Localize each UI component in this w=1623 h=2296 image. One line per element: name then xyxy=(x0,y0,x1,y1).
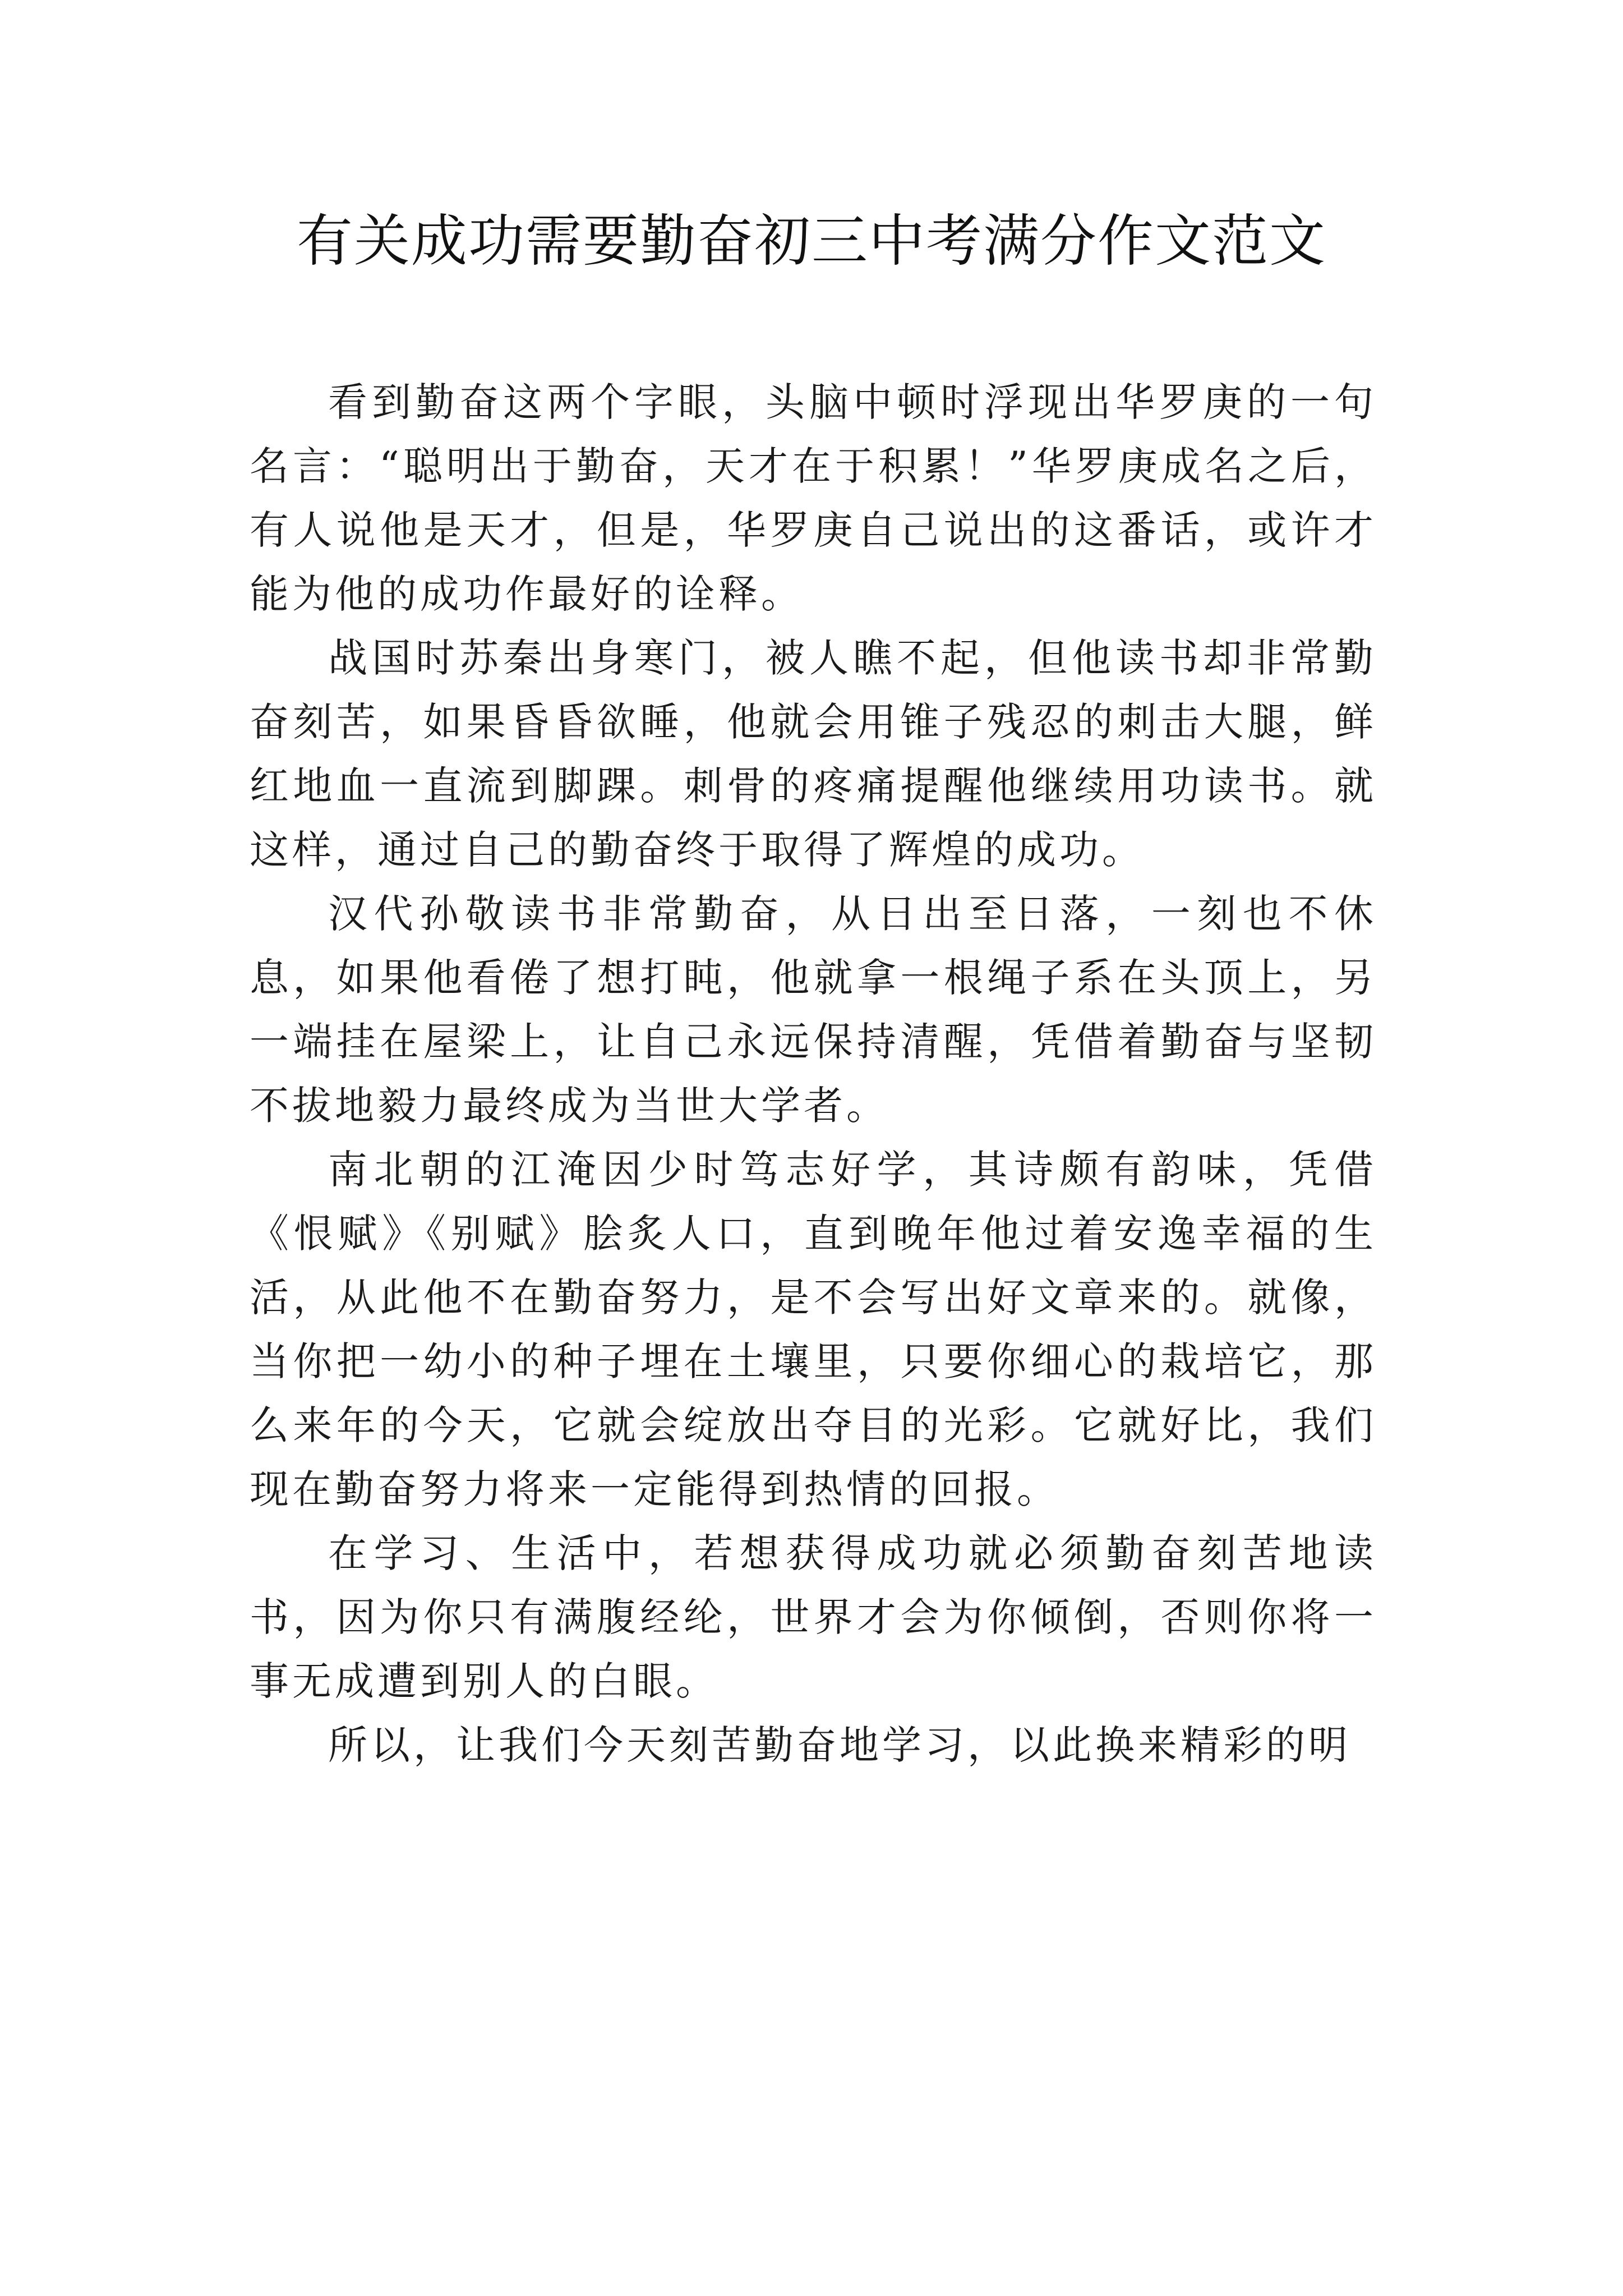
paragraph-2: 战国时苏秦出身寒门，被人瞧不起，但他读书却非常勤奋刻苦，如果昏昏欲睡，他就会用锥子残忍的刺击大腿，鲜红地血一直流到脚踝。刺骨的疼痛提醒他继续用功读书。就这样，通过自己的勤奋终于取得了辉煌的成功。 xyxy=(250,635,1377,873)
paragraph-3: 汉代孙敬读书非常勤奋，从日出至日落，一刻也不休息，如果他看倦了想打盹，他就拿一根绳子系在头顶上，另一端挂在屋梁上，让自己永远保持清醒，凭借着勤奋与坚韧不拔地毅力最终成为当世大学者。 xyxy=(250,891,1377,1129)
paragraph-4: 南北朝的江淹因少时笃志好学，其诗颇有韵味，凭借《恨赋》《别赋》脍炙人口，直到晚年他过着安逸幸福的生活，从此他不在勤奋努力，是不会写出好文章来的。就像，当你把一幼小的种子埋在土壤里，只要你细心的栽培它，那么来年的今天，它就会绽放出夺目的光彩。它就好比，我们现在勤奋努力将来一定能得到热情的回报。 xyxy=(250,1147,1377,1512)
paragraph-6: 所以，让我们今天刻苦勤奋地学习，以此换来精彩的明 xyxy=(328,1722,1351,1768)
paragraph-5: 在学习、生活中，若想获得成功就必须勤奋刻苦地读书，因为你只有满腹经纶，世界才会为你倾倒，否则你将一事无成遭到别人的白眼。 xyxy=(250,1530,1377,1704)
document-title: 有关成功需要勤奋初三中考满分作文范文 xyxy=(297,208,1326,274)
document-body xyxy=(250,370,1377,1777)
paragraph-1: 看到勤奋这两个字眼，头脑中顿时浮现出华罗庚的一句名言：“聪明出于勤奋，天才在于积累！”华罗庚成名之后，有人说他是天才，但是，华罗庚自己说出的这番话，或许才能为他的成功作最好的诠释。 xyxy=(250,379,1377,617)
